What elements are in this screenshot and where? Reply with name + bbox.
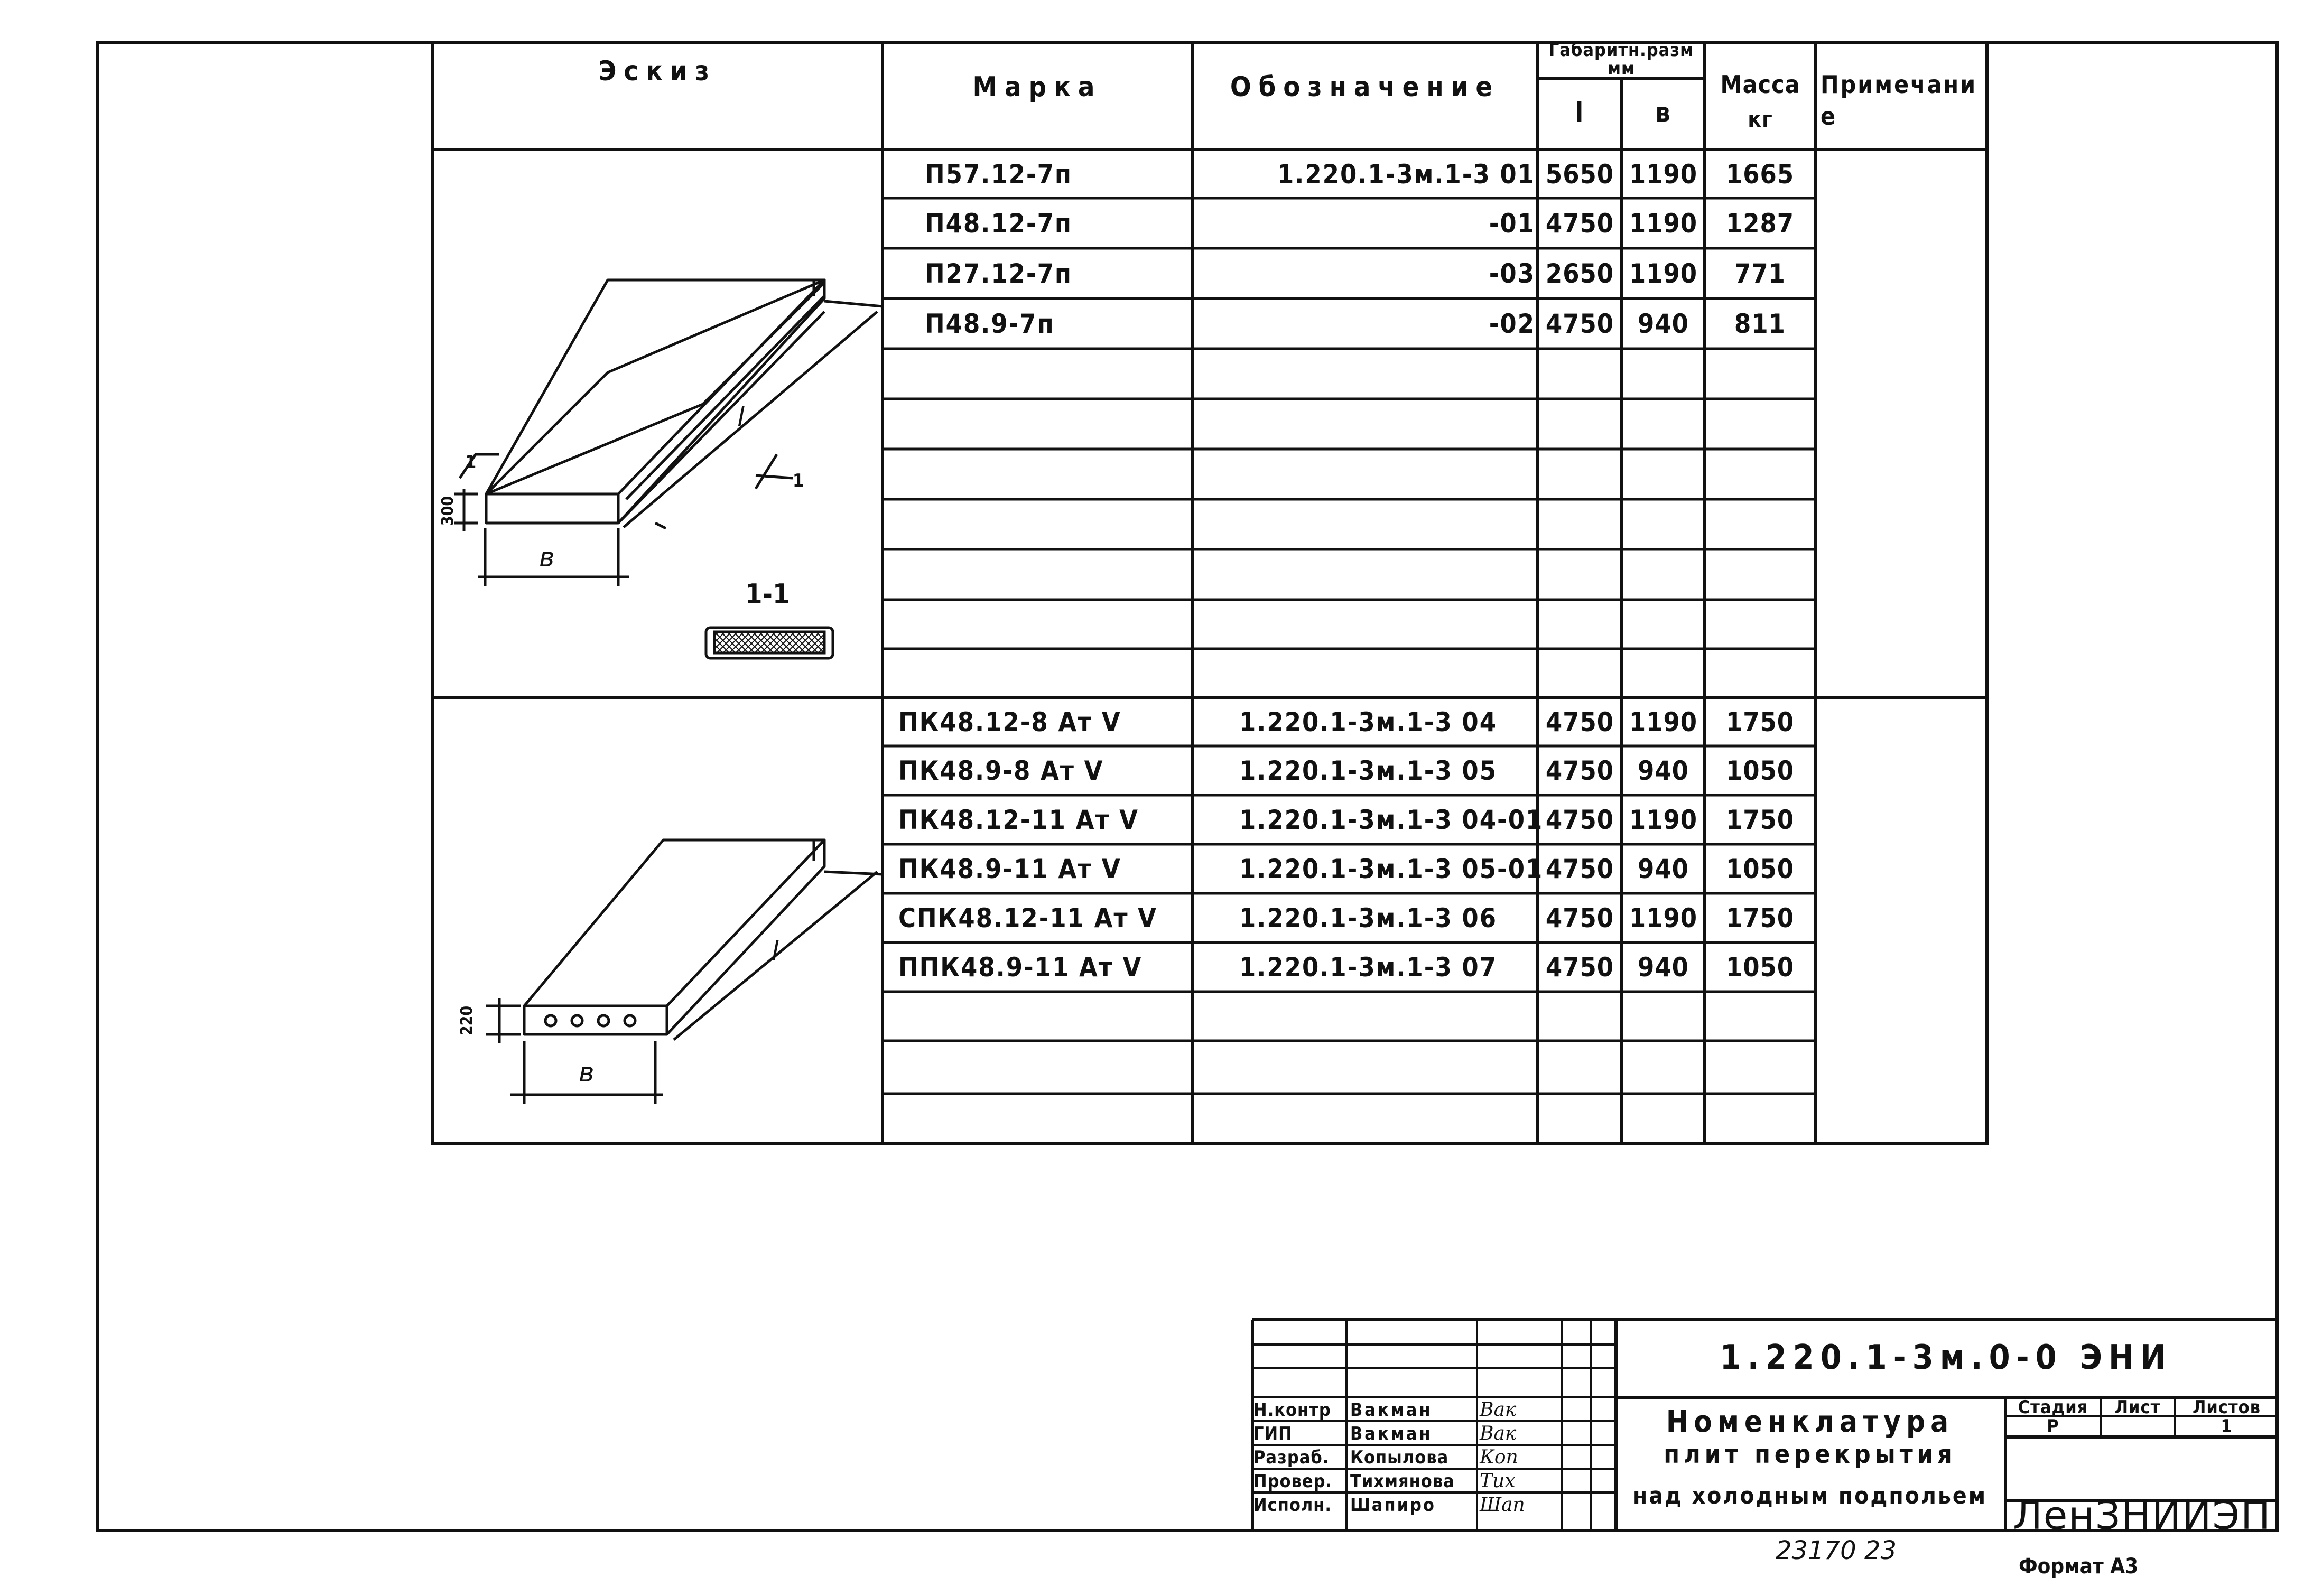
header-width: в xyxy=(1655,97,1671,128)
name-5: Шапиро xyxy=(1350,1494,1436,1516)
role-4: Провер. xyxy=(1253,1470,1333,1492)
g2-r6-mark: ППК48.9-11 Ат V xyxy=(898,951,1143,983)
g2-r2-l: 4750 xyxy=(1545,755,1614,786)
header-dims: Габаритн.разм xyxy=(1548,40,1694,61)
g2-r5-mass: 1750 xyxy=(1725,902,1795,934)
g1-r4-mass: 811 xyxy=(1734,308,1786,339)
slab1-length-label: l xyxy=(737,402,745,433)
organization: ЛенЗНИИЭП xyxy=(2013,1493,2271,1538)
slab2-length-label: l xyxy=(772,936,779,966)
role-3: Разраб. xyxy=(1253,1446,1330,1468)
g2-r4-b: 940 xyxy=(1638,853,1689,884)
g2-r1-designation: 1.220.1-3м.1-3 04 xyxy=(1239,707,1498,738)
signature-1: Вак xyxy=(1480,1399,1517,1421)
signature-2: Вак xyxy=(1480,1423,1517,1444)
name-1: Вакман xyxy=(1350,1399,1433,1421)
g1-r2-mass: 1287 xyxy=(1725,208,1795,239)
g2-r1-mass: 1750 xyxy=(1725,707,1795,738)
g2-r3-b: 1190 xyxy=(1629,804,1698,835)
g1-r2-designation: -01 xyxy=(1489,208,1535,239)
section-mark-left: 1 xyxy=(465,452,477,473)
g1-r3-b: 1190 xyxy=(1629,258,1698,289)
g2-r6-mass: 1050 xyxy=(1725,951,1795,983)
header-dims-unit: мм xyxy=(1607,58,1635,79)
g1-r3-designation: -03 xyxy=(1489,258,1535,289)
section-label: 1-1 xyxy=(745,578,790,610)
slab2-width-label: в xyxy=(579,1057,595,1088)
g1-r2-mark: П48.12-7п xyxy=(925,208,1072,239)
signature-3: Коп xyxy=(1480,1446,1518,1468)
g2-r1-b: 1190 xyxy=(1629,707,1698,738)
stage-label: Стадия xyxy=(2018,1396,2088,1418)
g1-r4-designation: -02 xyxy=(1489,308,1535,339)
header-length: l xyxy=(1575,97,1584,128)
g2-r2-mark: ПК48.9-8 Ат V xyxy=(898,755,1104,786)
g1-r2-l: 4750 xyxy=(1545,208,1614,239)
sheets-value: 1 xyxy=(2221,1416,2233,1437)
section-mark-right: 1 xyxy=(793,470,804,491)
g1-r3-mark: П27.12-7п xyxy=(925,258,1072,289)
g2-r6-b: 940 xyxy=(1638,951,1689,983)
g2-r2-mass: 1050 xyxy=(1725,755,1795,786)
g2-r1-mark: ПК48.12-8 Ат V xyxy=(898,707,1121,738)
g2-r6-l: 4750 xyxy=(1545,951,1614,983)
g1-r2-b: 1190 xyxy=(1629,208,1698,239)
slab1-height-label: 300 xyxy=(438,496,457,526)
g1-r3-l: 2650 xyxy=(1545,258,1614,289)
signature-5: Шап xyxy=(1480,1494,1525,1516)
header-mass: Масса xyxy=(1720,70,1800,99)
g1-r1-designation: 1.220.1-3м.1-3 01 xyxy=(1277,159,1535,190)
document-code: 1.220.1-3м.0-0 ЭНИ xyxy=(1720,1338,2172,1377)
g2-r5-l: 4750 xyxy=(1545,902,1614,934)
g2-r4-l: 4750 xyxy=(1545,853,1614,884)
sheet-label: Лист xyxy=(2114,1396,2161,1418)
sheets-label: Листов xyxy=(2192,1396,2261,1418)
g2-r4-designation: 1.220.1-3м.1-3 05-01 xyxy=(1239,853,1544,884)
g2-r3-l: 4750 xyxy=(1545,804,1614,835)
g2-r2-b: 940 xyxy=(1638,755,1689,786)
stage-value: Р xyxy=(2047,1416,2059,1437)
name-4: Тихмянова xyxy=(1350,1470,1455,1492)
title-line1: Номенклатура xyxy=(1666,1404,1954,1439)
header-note: Примечание xyxy=(1821,70,1977,130)
role-1: Н.контр xyxy=(1253,1399,1331,1421)
g2-r3-designation: 1.220.1-3м.1-3 04-01 xyxy=(1239,804,1544,835)
g2-r3-mass: 1750 xyxy=(1725,804,1795,835)
role-2: ГИП xyxy=(1253,1423,1293,1444)
header-designation: Обозначение xyxy=(1230,71,1500,103)
header-mass-unit: кг xyxy=(1748,106,1773,132)
g1-r1-l: 5650 xyxy=(1545,159,1614,190)
format-label: Формат А3 xyxy=(2019,1554,2139,1579)
g2-r4-mass: 1050 xyxy=(1725,853,1795,884)
g2-r2-designation: 1.220.1-3м.1-3 05 xyxy=(1239,755,1498,786)
slab1-width-label: в xyxy=(539,542,555,573)
g2-r5-b: 1190 xyxy=(1629,902,1698,934)
g1-r4-l: 4750 xyxy=(1545,308,1614,339)
signature-4: Тих xyxy=(1480,1470,1516,1492)
g2-r1-l: 4750 xyxy=(1545,707,1614,738)
g1-r4-b: 940 xyxy=(1638,308,1689,339)
role-5: Исполн. xyxy=(1253,1494,1332,1516)
name-2: Вакман xyxy=(1350,1423,1433,1444)
g1-r4-mark: П48.9-7п xyxy=(925,308,1055,339)
header-sketch: Эскиз xyxy=(598,55,717,87)
name-3: Копылова xyxy=(1350,1446,1449,1468)
title-line2: плит перекрытия xyxy=(1664,1440,1956,1469)
g1-r3-mass: 771 xyxy=(1734,258,1786,289)
g2-r4-mark: ПК48.9-11 Ат V xyxy=(898,853,1121,884)
header-mark: Марка xyxy=(972,71,1102,103)
inventory-number: 23170 23 xyxy=(1776,1536,1897,1565)
g2-r6-designation: 1.220.1-3м.1-3 07 xyxy=(1239,951,1498,983)
g2-r3-mark: ПК48.12-11 Ат V xyxy=(898,804,1139,835)
g1-r1-b: 1190 xyxy=(1629,159,1698,190)
g1-r1-mass: 1665 xyxy=(1725,159,1795,190)
g2-r5-mark: СПК48.12-11 Ат V xyxy=(898,902,1157,934)
title-line3: над холодным подпольем xyxy=(1632,1482,1987,1509)
g2-r5-designation: 1.220.1-3м.1-3 06 xyxy=(1239,902,1498,934)
g1-r1-mark: П57.12-7п xyxy=(925,159,1072,190)
slab2-height-label: 220 xyxy=(457,1005,476,1036)
